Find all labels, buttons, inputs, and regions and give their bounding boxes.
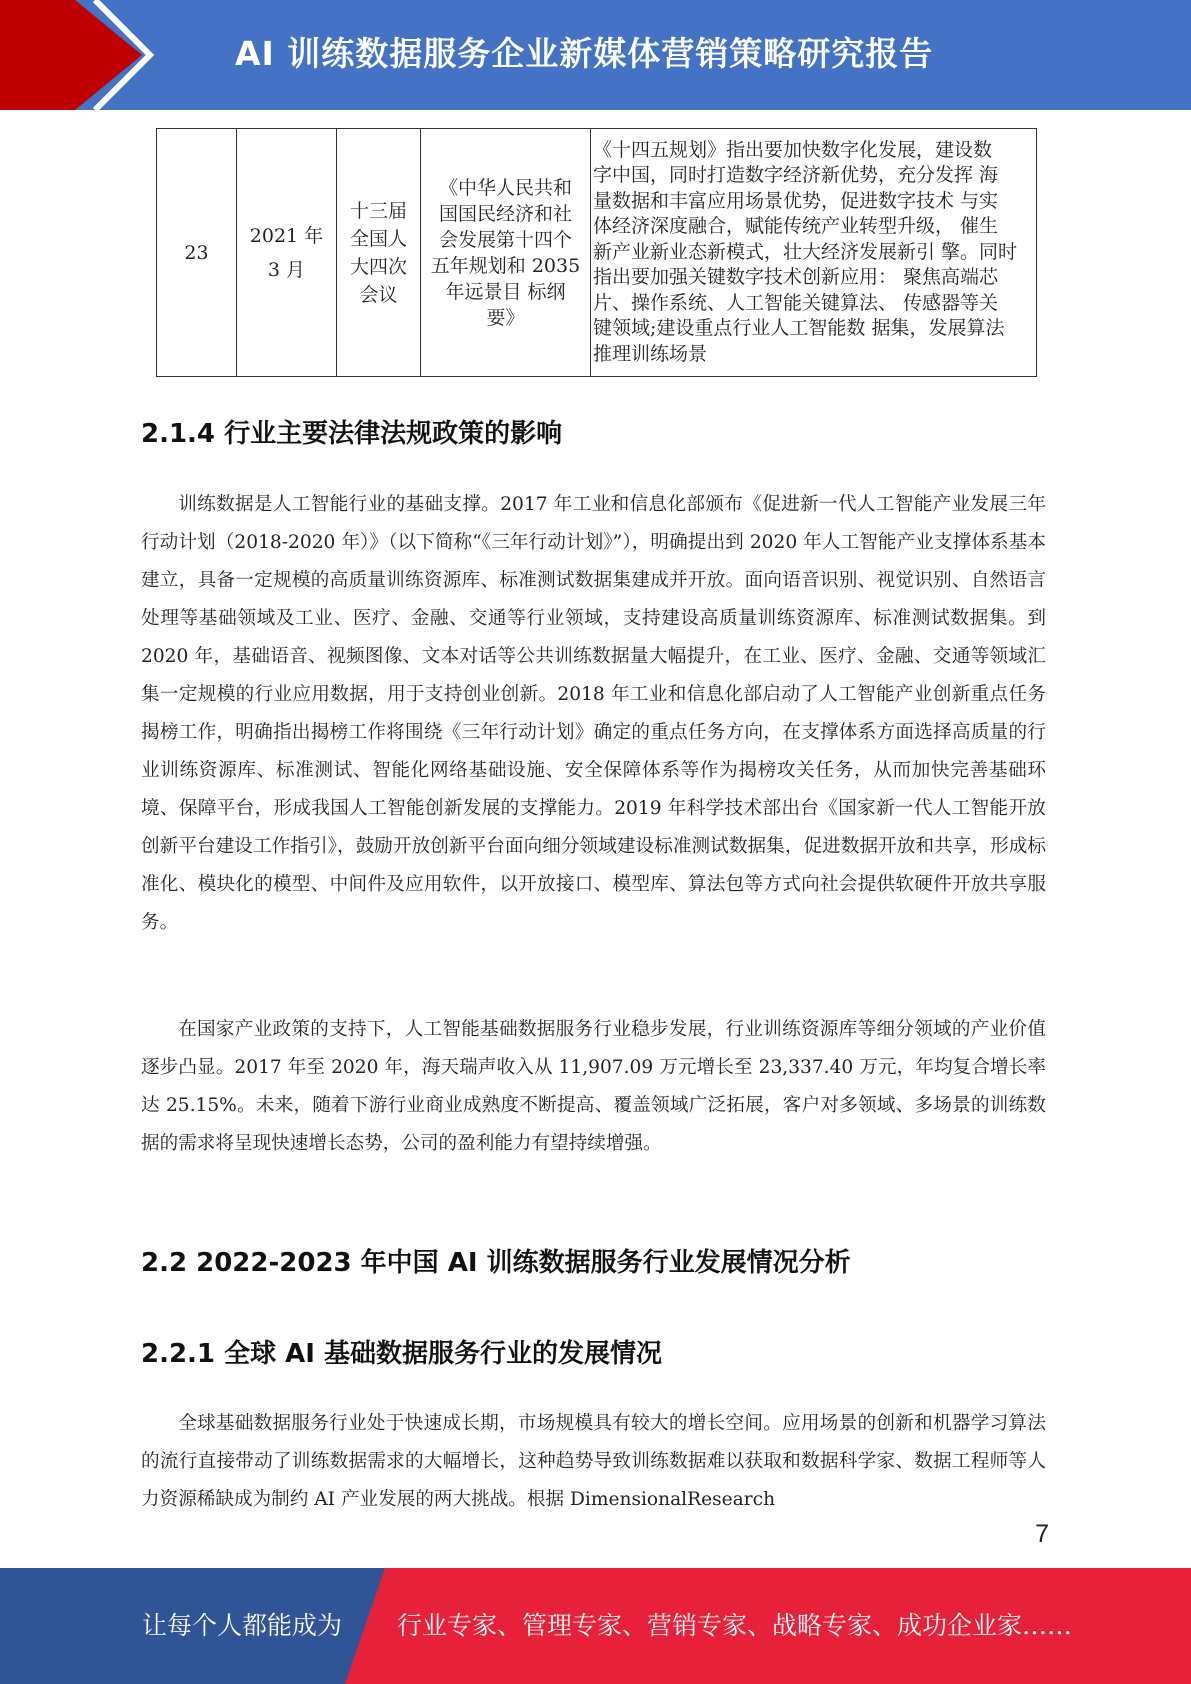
page-footer xyxy=(0,1568,1191,1684)
report-title: AI 训练数据服务企业新媒体营销策略研究报告 xyxy=(235,34,934,73)
footer-slogan-left: 让每个人都能成为 xyxy=(142,1611,343,1640)
policy-table xyxy=(156,128,1037,377)
section-2-1-4-paragraph-2: 在国家产业政策的支持下，人工智能基础数据服务行业稳步发展，行业训练资源库等细分领域的产业价值逐步凸显。2017 年至 2020 年，海天瑞声收入从 11,907.09 万元增长至 23,337.40 万元，年均复合增长率达 25.15%。未来，随着下游行业商业成熟度不断提高、覆盖领域广泛拓展，客户对多领域、多场景的训练数据的需求将呈现快速增长态势，公司的盈利能力有望持续增强。 xyxy=(141,1019,1046,1154)
content-line: 量数据和丰富应用场景优势，促进数字技术 与实 xyxy=(593,189,999,212)
date-month: 3 月 xyxy=(267,258,306,281)
content-line: 键领域;建设重点行业人工智能数 据集，发展算法 xyxy=(593,317,1005,340)
document-line: 《中华人民共和 xyxy=(438,176,572,199)
row-number-cell xyxy=(157,129,237,377)
page-header xyxy=(0,0,1191,110)
content-line: 推理训练场景 xyxy=(593,342,708,365)
content-line: 片、操作系统、人工智能关键算法、 传感器等关 xyxy=(593,291,999,314)
issuer-line: 大四次 xyxy=(349,255,407,278)
issuer-line: 会议 xyxy=(359,283,398,306)
document-line: 会发展第十四个 xyxy=(438,228,572,251)
date-year: 2021 年 xyxy=(249,224,324,247)
content-cell xyxy=(591,129,1037,377)
section-2-2-1-paragraph-1: 全球基础数据服务行业处于快速成长期，市场规模具有较大的增长空间。应用场景的创新和机器学习算法的流行直接带动了训练数据需求的大幅增长，这种趋势导致训练数据难以获取和数据科学家、数据工程师等人力资源稀缺成为制约 AI 产业发展的两大挑战。根据 DimensionalResearch xyxy=(141,1413,1046,1510)
section-heading-2-1-4: 2.1.4 行业主要法律法规政策的影响 xyxy=(141,419,563,449)
content-line: 新产业新业态新模式，壮大经济发展新引 擎。同时 xyxy=(593,240,1018,263)
page-number: 7 xyxy=(1035,1520,1049,1548)
issuer-cell xyxy=(337,129,421,377)
footer-slogan-right: 行业专家、管理专家、营销专家、战略专家、成功企业家…… xyxy=(397,1611,1073,1640)
section-2-1-4-paragraph-1: 训练数据是人工智能行业的基础支撑。2017 年工业和信息化部颁布《促进新一代人工智能产业发展三年行动计划（2018-2020 年）》（以下简称“《三年行动计划》”），明确提出到 2020 年人工智能产业支撑体系基本建立，具备一定规模的高质量训练资源库、标准测试数据集建成并开放。面向语音识别、视觉识别、自然语言处理等基础领域及工业、医疗、金融、交通等行业领域，支持建设高质量训练资源库、标准测试数据集。到 2020 年，基础语音、视频图像、文本对话等公共训练数据量大幅提升，在工业、医疗、金融、交通等领域汇集一定规模的行业应用数据，用于支持创业创新。2018 年工业和信息化部启动了人工智能产业创新重点任务揭榜工作，明确指出揭榜工作将围绕《三年行动计划》确定的重点任务方向，在支撑体系方面选择高质量的行业训练资源库、标准测试、智能化网络基础设施、安全保障体系等作为揭榜攻关任务，从而加快完善基础环境、保障平台，形成我国人工智能创新发展的支撑能力。2019 年科学技术部出台《国家新一代人工智能开放创新平台建设工作指引》，鼓励开放创新平台面向细分领域建设标准测试数据集，促进数据开放和共享，形成标准化、模块化的模型、中间件及应用软件，以开放接口、模型库、算法包等方式向社会提供软硬件开放共享服务。 xyxy=(141,494,1046,933)
section-heading-2-2-1: 2.2.1 全球 AI 基础数据服务行业的发展情况 xyxy=(141,1339,662,1369)
date-cell xyxy=(237,129,337,377)
document-line: 年远景目 标纲 xyxy=(445,280,566,303)
table-row xyxy=(157,129,1037,377)
header-arrow-decoration xyxy=(0,0,160,110)
row-number: 23 xyxy=(184,241,209,264)
document-line: 五年规划和 2035 xyxy=(430,254,581,277)
content-line: 指出要加强关键数字技术创新应用： 聚焦高端芯 xyxy=(593,266,999,289)
issuer-line: 十三届 xyxy=(349,199,407,222)
content-line: 字中国，同时打造数字经济新优势，充分发挥 海 xyxy=(593,164,999,187)
section-heading-2-2: 2.2 2022-2023 年中国 AI 训练数据服务行业发展情况分析 xyxy=(141,1248,851,1278)
content-line: 体经济深度融合，赋能传统产业转型升级， 催生 xyxy=(593,215,999,238)
document-cell xyxy=(421,129,591,377)
issuer-line: 全国人 xyxy=(349,227,407,250)
document-line: 国国民经济和社 xyxy=(438,202,572,225)
content-line: 《十四五规划》指出要加快数字化发展，建设数 xyxy=(593,138,993,161)
document-line: 要》 xyxy=(486,306,525,329)
